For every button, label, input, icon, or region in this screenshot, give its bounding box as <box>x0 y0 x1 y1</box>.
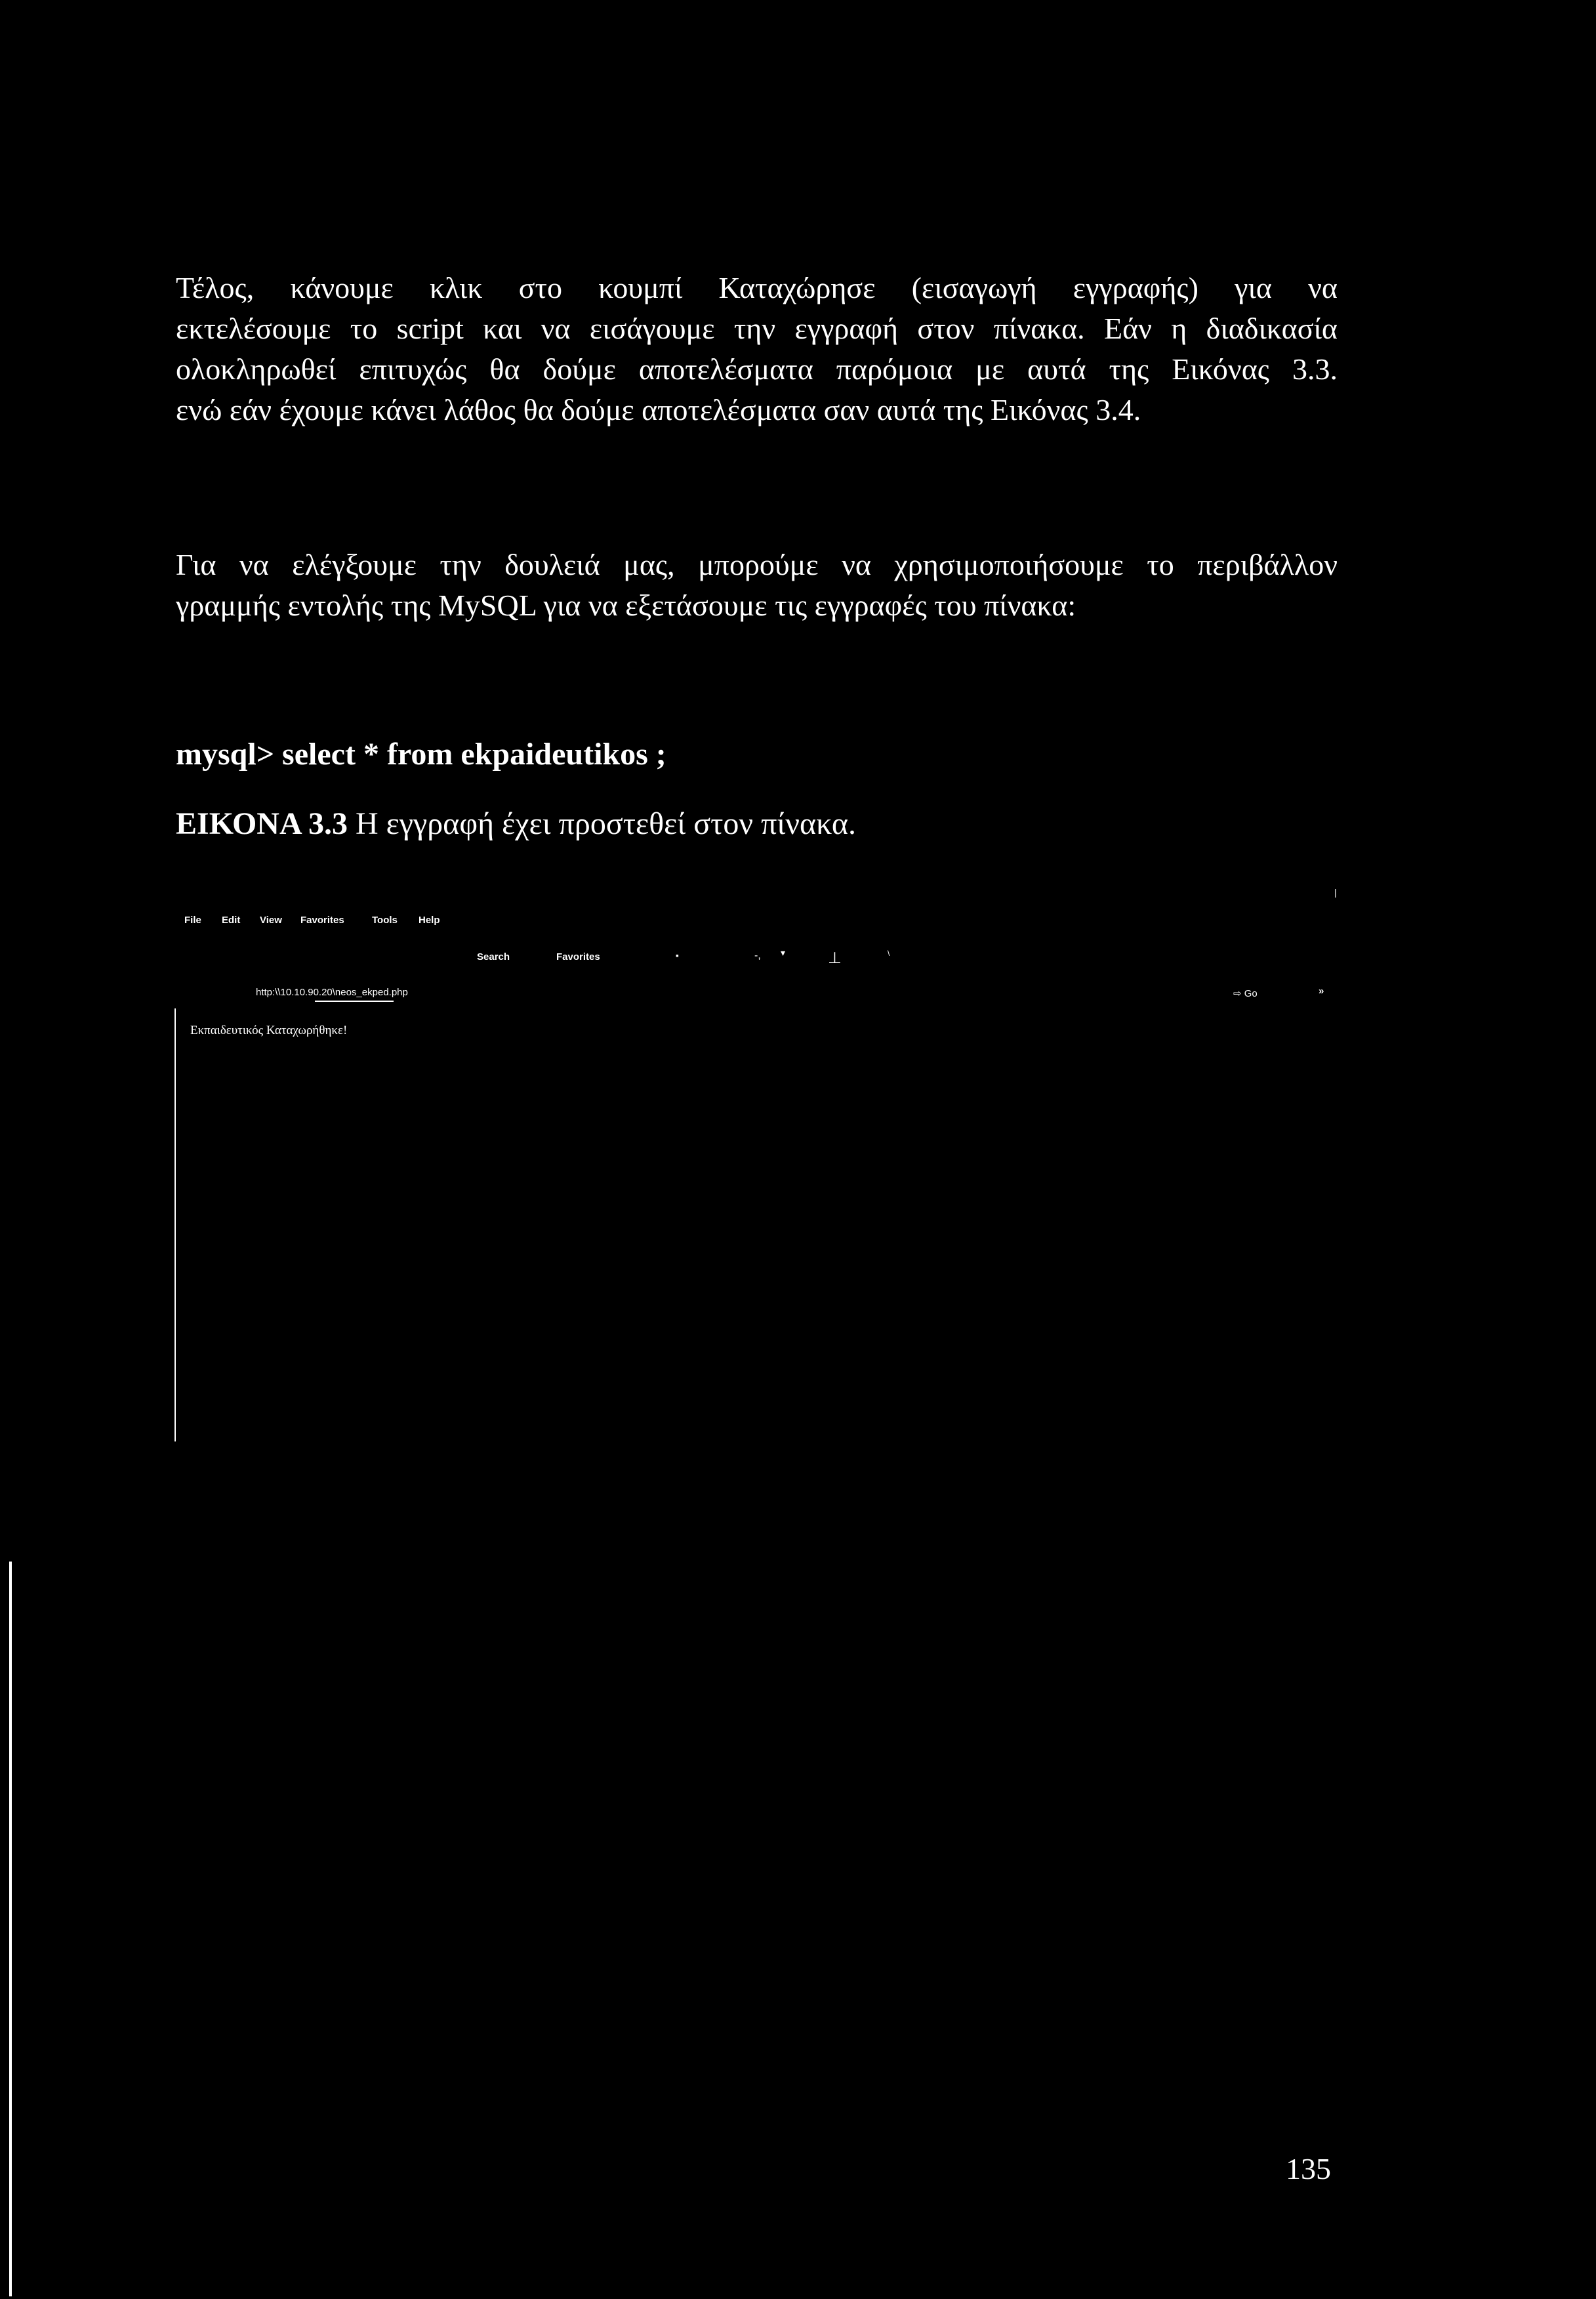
paragraph-line: Τέλος, κάνουμε κλικ στο κουμπί Καταχώρησε (εισαγωγή εγγραφής) για να <box>176 271 1338 304</box>
paragraph-check <box>176 545 1338 626</box>
page-message: Εκπαιδευτικός Καταχωρήθηκε! <box>190 1024 348 1037</box>
menu-file[interactable]: File <box>184 915 201 926</box>
address-underline <box>315 1001 394 1002</box>
paragraph-intro <box>176 268 1338 430</box>
paragraph-line: Για να ελέγξουμε την δουλειά μας, μπορούμε να χρησιμοποιήσουμε το περιβάλλον <box>176 548 1338 581</box>
links-chevron[interactable]: » <box>1319 985 1324 997</box>
toolbar-separator-icon: \ <box>888 949 890 958</box>
paragraph-line: εκτελέσουμε το script και να εισάγουμε την εγγραφή στον πίνακα. Εάν η διαδικασία <box>176 312 1338 345</box>
menu-edit[interactable]: Edit <box>222 915 241 926</box>
go-button[interactable] <box>1233 987 1258 999</box>
paragraph-line: ενώ εάν έχουμε κάνει λάθος θα δούμε αποτελέσματα σαν αυτά της Εικόνας 3.4. <box>176 393 1141 426</box>
mail-icon[interactable]: ⊥ <box>828 949 842 967</box>
history-icon[interactable]: ‐, <box>754 950 761 961</box>
figure-caption-text: Η εγγραφή έχει προστεθεί στον πίνακα. <box>347 806 857 841</box>
menu-tools[interactable]: Tools <box>372 915 398 926</box>
page-number: 135 <box>1286 2152 1331 2185</box>
address-input[interactable]: http:\\10.10.90.20\neos_ekped.php <box>256 987 408 998</box>
paragraph-line: γραμμής εντολής της MySQL για να εξετάσουμε τις εγγραφές του πίνακα: <box>176 589 1076 622</box>
menu-help[interactable]: Help <box>419 915 440 926</box>
figure-caption <box>176 804 856 844</box>
search-button[interactable]: Search <box>477 951 510 963</box>
sql-command: mysql> select * from ekpaideutikos ; <box>176 737 666 772</box>
scan-edge-line <box>9 1562 12 2296</box>
go-label: Go <box>1244 988 1258 999</box>
menu-favorites[interactable]: Favorites <box>300 915 344 926</box>
content-left-border <box>174 1008 176 1441</box>
toolbar-dropdown-icon[interactable]: ▪ <box>676 950 679 961</box>
window-edge-mark: | <box>1334 887 1337 898</box>
menu-view[interactable]: View <box>260 915 282 926</box>
paragraph-line: ολοκληρωθεί επιτυχώς θα δούμε αποτελέσματα παρόμοια με αυτά της Εικόνας 3.3. <box>176 352 1338 386</box>
dropdown-arrow-icon[interactable]: ▾ <box>781 947 786 958</box>
go-arrow-icon: ⇨ <box>1233 988 1244 999</box>
favorites-button[interactable]: Favorites <box>556 951 600 963</box>
figure-label: ΕΙΚΟΝΑ 3.3 <box>176 806 348 841</box>
